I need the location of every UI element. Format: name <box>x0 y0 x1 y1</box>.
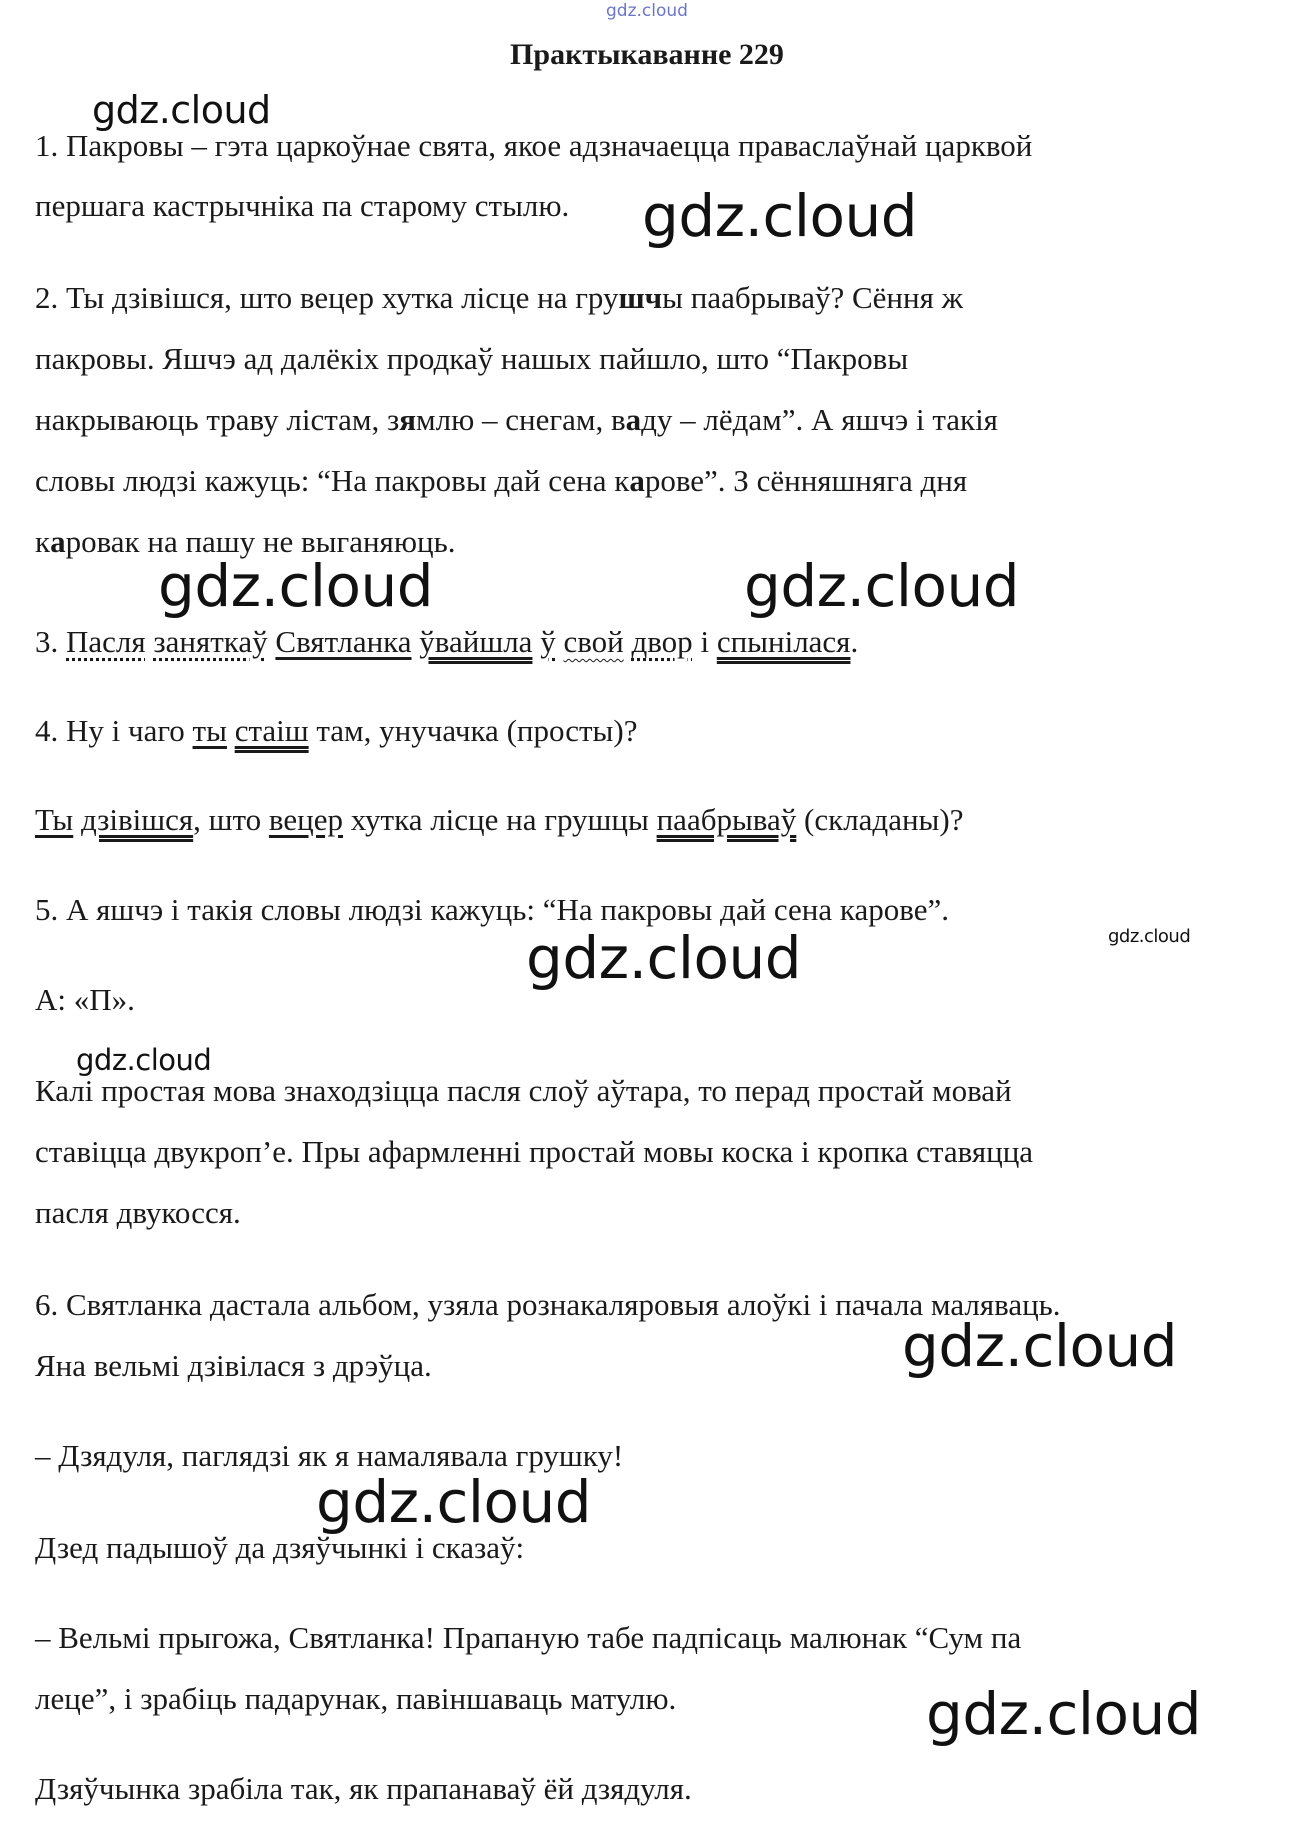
bold-letter: я <box>399 402 417 437</box>
watermark: gdz.cloud <box>926 1680 1202 1748</box>
word-subject: Ты <box>35 802 74 837</box>
watermark: gdz.cloud <box>642 182 918 250</box>
word-adverbial: двор <box>631 624 693 659</box>
word-adverbial: Пасля <box>66 624 146 659</box>
ex5-rule-line-1: Калі простая мова знаходзіцца пасля слоў аўтара, то перад простай мовай <box>35 1073 1012 1108</box>
word-predicate: ўвайшла <box>419 624 533 659</box>
watermark: gdz.cloud <box>526 924 802 992</box>
text-run: к <box>35 524 51 559</box>
ex3-sentence <box>35 622 858 662</box>
ex6-line-4: Дзед падышоў да дзяўчынкі і сказаў: <box>35 1530 525 1565</box>
ex6-line-2: Яна вельмі дзівілася з дрэўца. <box>35 1348 432 1383</box>
page-title: Практыкаванне 229 <box>510 38 784 71</box>
text-run: словы людзі кажуць: “На пакровы дай сена к <box>35 463 630 498</box>
ex2-line-2: пакровы. Яшчэ ад далёкіх продкаў нашых пайшло, што “Пакровы <box>35 341 909 376</box>
text-run: (складаны)? <box>804 802 964 837</box>
ex6-line-6: леце”, і зрабіць падарунак, павіншаваць матулю. <box>35 1681 677 1716</box>
watermark: gdz.cloud <box>92 88 271 132</box>
ex5-sentence: 5. А яшчэ і такія словы людзі кажуць: “На пакровы дай сена карове”. <box>35 892 949 927</box>
ex4-line-2 <box>35 800 963 840</box>
bold-letter: а <box>629 463 645 498</box>
watermark: gdz.cloud <box>158 552 434 620</box>
ex1-line-1: 1. Пакровы – гэта царкоўнае свята, якое адзначаецца праваслаўнай царквой <box>35 128 1033 163</box>
ex3-number: 3. <box>35 624 59 659</box>
ex6-line-3: – Дзядуля, паглядзі як я намалявала грушку! <box>35 1438 624 1473</box>
text-run: рове”. З сённяшняга дня <box>644 463 968 498</box>
word-conjunction: і <box>700 624 710 659</box>
ex5-rule-line-3: пасля двукосся. <box>35 1195 241 1230</box>
text-run: 4. Ну і чаго <box>35 713 185 748</box>
word-subject: вецер <box>268 802 343 837</box>
text-run: , што <box>193 802 262 837</box>
text-run: хутка лісце на грушцы <box>350 802 649 837</box>
word-predicate: спынілася <box>716 624 851 659</box>
word-predicate: паабрываў <box>656 802 797 837</box>
ex5-rule-line-2: ставіцца двукроп’е. Пры афармленні простай мовы коска і кропка ставяцца <box>35 1134 1034 1169</box>
text-run: 2. Ты дзівішся, што вецер хутка лісце на гру <box>35 280 619 315</box>
header-watermark: gdz.cloud <box>606 1 688 21</box>
text-run: млю – снегам, в <box>416 402 626 437</box>
word-subject: Святланка <box>275 624 412 659</box>
watermark: gdz.cloud <box>1108 926 1191 947</box>
word-adverbial: заняткаў <box>153 624 268 659</box>
text-run: накрываюць траву лістам, з <box>35 402 400 437</box>
ex6-line-5: – Вельмі прыгожа, Святланка! Прапаную табе падпісаць малюнак “Сум па <box>35 1620 1022 1655</box>
text-run: ду – лёдам”. А яшчэ і такія <box>641 402 998 437</box>
word-attribute: свой <box>563 624 624 659</box>
word-predicate: стаіш <box>234 713 309 748</box>
ex2-line-3 <box>35 400 998 440</box>
bold-letter: а <box>50 524 66 559</box>
ex2-line-1 <box>35 278 963 318</box>
ex6-line-1: 6. Святланка дастала альбом, узяла рознакаляровыя алоўкі і пачала маляваць. <box>35 1287 1061 1322</box>
watermark: gdz.cloud <box>744 552 1020 620</box>
word-adverbial: ў <box>540 624 556 659</box>
text-run: ровак на пашу не выганяюць. <box>65 524 456 559</box>
ex5-scheme: А: «П». <box>35 982 135 1017</box>
text-run: там, унучачка (просты)? <box>316 713 638 748</box>
bold-letter: а <box>625 402 642 437</box>
watermark: gdz.cloud <box>76 1043 212 1077</box>
word-predicate: дзівішся <box>80 802 194 837</box>
word-subject: ты <box>192 713 227 748</box>
text-run: . <box>850 624 859 659</box>
text-run: ы паабрываў? Сёння ж <box>662 280 963 315</box>
ex4-line-1 <box>35 711 637 751</box>
watermark: gdz.cloud <box>316 1468 592 1536</box>
ex1-line-2: першага кастрычніка па старому стылю. <box>35 188 570 223</box>
watermark: gdz.cloud <box>902 1312 1178 1380</box>
bold-letters: шч <box>618 280 663 315</box>
ex2-line-4 <box>35 461 967 501</box>
ex6-line-7: Дзяўчынка зрабіла так, як прапанаваў ёй дзядуля. <box>35 1771 692 1806</box>
